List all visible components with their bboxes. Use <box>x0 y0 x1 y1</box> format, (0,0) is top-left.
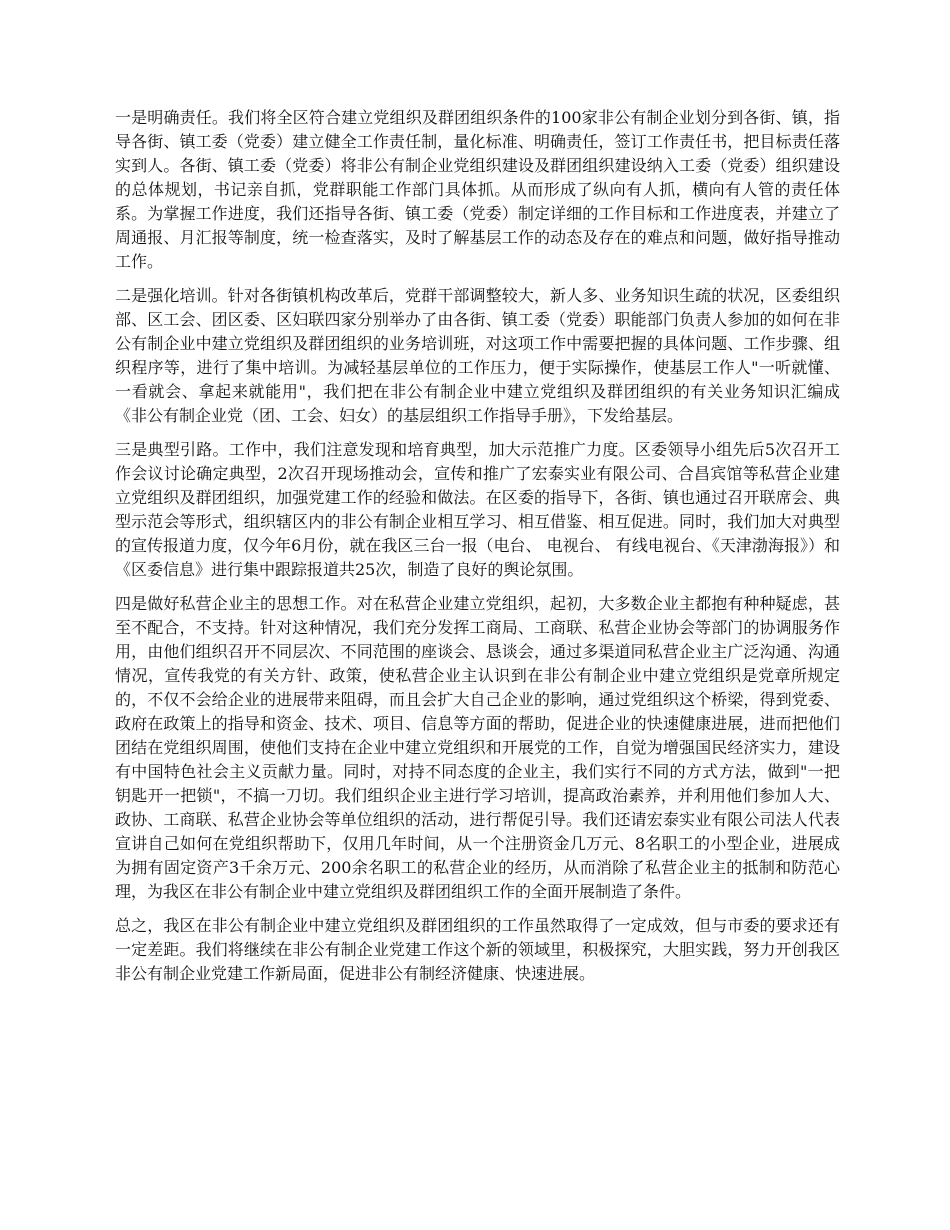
paragraph-private-owners: 四是做好私营企业主的思想工作。对在私营企业建立党组织，起初，大多数企业主都抱有种种疑虑，甚至不配合，不支持。针对这种情况，我们充分发挥工商局、工商联、私营企业协会等部门的协调服务作用，由他们组织召开不同层次、不同范围的座谈会、恳谈会，通过多渠道同私营企业主广泛沟通、沟通情况，宣传我党的有关方针、政策，使私营企业主认识到在非公有制企业中建立党组织是党章所规定的，不仅不会给企业的进展带来阻碍，而且会扩大自己企业的影响，通过党组织这个桥梁，得到党委、政府在政策上的指导和资金、技术、项目、信息等方面的帮助，促进企业的快速健康进展，进而把他们团结在党组织周围，使他们支持在企业中建立党组织和开展党的工作，自觉为增强国民经济实力，建设有中国特色社会主义贡献力量。同时，对持不同态度的企业主，我们实行不同的方式方法，做到"一把钥匙开一把锁"，不搞一刀切。我们组织企业主进行学习培训，提高政治素养，并利用他们参加人大、政协、工商联、私营企业协会等单位组织的活动，进行帮促引导。我们还请宏泰实业有限公司法人代表宣讲自己如何在党组织帮助下，仅用几年时间，从一个注册资金几万元、8名职工的小型企业，进展成为拥有固定资产3千余万元、200余名职工的私营企业的经历，从而消除了私营企业主的抵制和防范心理，为我区在非公有制企业中建立党组织及群团组织工作的全面开展制造了条件。 <box>115 594 840 901</box>
paragraph-responsibility: 一是明确责任。我们将全区符合建立党组织及群团组织条件的100家非公有制企业划分到各街、镇，指导各街、镇工委（党委）建立健全工作责任制，量化标准、明确责任，签订工作责任书，把目标责任落实到人。各街、镇工委（党委）将非公有制企业党组织建设及群团组织建设纳入工委（党委）组织建设的总体规划，书记亲自抓，党群职能工作部门具体抓。从而形成了纵向有人抓，横向有人管的责任体系。为掌握工作进度，我们还指导各街、镇工委（党委）制定详细的工作目标和工作进度表，并建立了周通报、月汇报等制度，统一检查落实，及时了解基层工作的动态及存在的难点和问题，做好指导推动工作。 <box>115 108 840 271</box>
document-body <box>115 106 840 996</box>
paragraph-conclusion: 总之，我区在非公有制企业中建立党组织及群团组织的工作虽然取得了一定成效，但与市委的要求还有一定差距。我们将继续在非公有制企业党建工作这个新的领域里，积极探究，大胆实践，努力开创我区非公有制企业党建工作新局面，促进非公有制经济健康、快速进展。 <box>115 916 840 983</box>
paragraph-training: 二是强化培训。针对各街镇机构改革后，党群干部调整较大，新人多、业务知识生疏的状况，区委组织部、区工会、团区委、区妇联四家分别举办了由各街、镇工委（党委）职能部门负责人参加的如何在非公有制企业中建立党组织及群团组织的业务培训班，对这项工作中需要把握的具体问题、工作步骤、组织程序等，进行了集中培训。为减轻基层单位的工作压力，便于实际操作，使基层工作人"一听就懂、一看就会、拿起来就能用"，我们把在非公有制企业中建立党组织及群团组织的有关业务知识汇编成《非公有制企业党（团、工会、妇女）的基层组织工作指导手册》，下发给基层。 <box>115 286 840 425</box>
paragraph-typical-examples: 三是典型引路。工作中，我们注意发现和培育典型，加大示范推广力度。区委领导小组先后5次召开工作会议讨论确定典型，2次召开现场推动会，宣传和推广了宏泰实业有限公司、合昌宾馆等私营企业建立党组织及群团组织，加强党建工作的经验和做法。在区委的指导下，各街、镇也通过召开联席会、典型示范会等形式，组织辖区内的非公有制企业相互学习、相互借鉴、相互促进。同时，我们加大对典型的宣传报道力度，仅今年6月份，就在我区三台一报（电台、 电视台、 有线电视台、《天津渤海报》）和《区委信息》进行集中跟踪报道共25次，制造了良好的舆论氛围。 <box>115 440 840 579</box>
